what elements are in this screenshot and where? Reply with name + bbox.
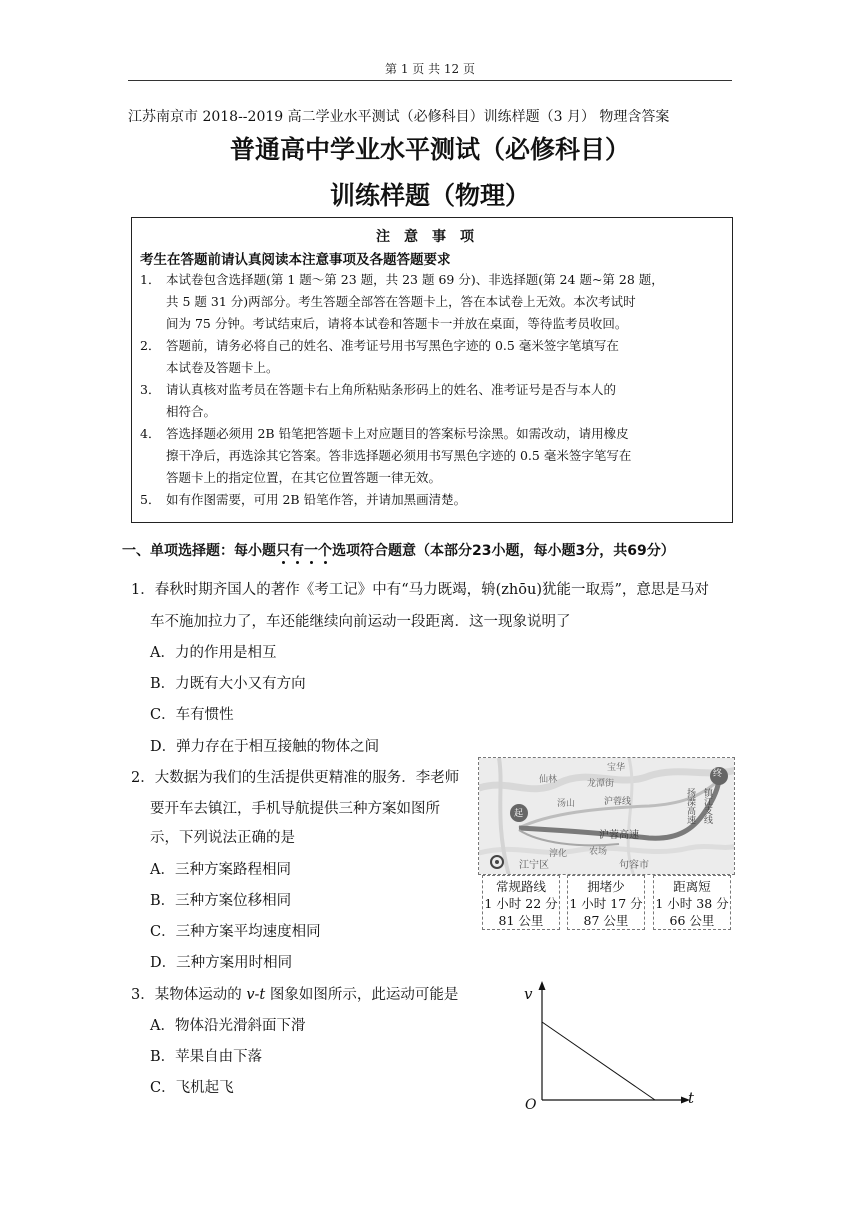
route-distance: 81 公里 (498, 913, 544, 928)
section-heading-start: 一、单项选择题：每小题 (122, 543, 276, 559)
question-2-line-2: 要开车去镇江，手机导航提供三种方案如图所 (150, 801, 440, 817)
question-1-option-b: B．力既有大小又有方向 (150, 676, 306, 692)
source-line: 江苏南京市 2018--2019 高二学业水平测试（必修科目）训练样题（3 月） 物理含答案 (128, 109, 670, 125)
v-axis-label: v (524, 985, 533, 1003)
notice-box (131, 217, 733, 523)
question-1-line-1: 1．春秋时期齐国人的著作《考工记》中有“马力既竭，辀(zhōu)犹能一取焉”，意思是马对 (131, 582, 709, 598)
route-time: 1 小时 22 分 (484, 896, 558, 911)
notice-line: 相符合。 (166, 404, 217, 419)
map-place-label: 宝华 (607, 763, 626, 773)
route-name: 距离短 (673, 879, 711, 894)
vt-graph (500, 975, 710, 1115)
question-1-option-d: D．弹力存在于相互接触的物体之间 (150, 739, 380, 755)
map-place-label: 仙林 (539, 775, 558, 785)
route-name: 拥堵少 (587, 879, 625, 894)
route-option-2 (567, 875, 645, 930)
question-2-option-a: A．三种方案路程相同 (150, 862, 291, 878)
notice-item-number: 4． (140, 426, 161, 441)
route-name: 常规路线 (495, 879, 546, 894)
page-indicator: 第 1 页 共 12 页 (385, 62, 475, 76)
notice-line: 如有作图需要，可用 2B 铅笔作答，并请加黑画清楚。 (166, 492, 467, 507)
map-road-label: 沪蓉线 (604, 797, 632, 807)
map-place-label: 龙潭街 (587, 779, 615, 789)
map-start-marker: 起 (514, 809, 524, 819)
route-distance: 66 公里 (669, 913, 715, 928)
question-3-text: 图象如图所示，此运动可能是 (265, 987, 459, 1003)
notice-line: 答题卡上的指定位置，在其它位置答题一律无效。 (166, 470, 442, 485)
emphasis-char: 只 (276, 543, 290, 559)
question-2-option-b: B．三种方案位移相同 (150, 893, 292, 909)
section-heading-end: 选项符合题意（本部分23小题，每小题3分，共69分） (332, 543, 675, 559)
notice-item-number: 3． (140, 382, 161, 397)
route-time: 1 小时 17 分 (569, 896, 643, 911)
notice-line: 擦干净后，再选涂其它答案。答非选择题必须用书写黑色字迹的 0.5 毫米签字笔写在 (166, 448, 632, 463)
question-1-option-c: C．车有惯性 (150, 707, 234, 723)
notice-line: 本试卷及答题卡上。 (166, 360, 279, 375)
notice-item-2 (140, 335, 724, 379)
v-axis-arrow (539, 981, 546, 990)
notice-line: 答选择题必须用 2B 铅笔把答题卡上对应题目的答案标号涂黑。如需改动，请用橡皮 (166, 426, 629, 441)
question-2-line-1: 2．大数据为我们的生活提供更精准的服务．李老师 (131, 770, 460, 786)
map-end-marker: 终 (713, 769, 723, 779)
notice-subtitle: 考生在答题前请认真阅读本注意事项及各题答题要求 (140, 252, 451, 268)
question-2-line-3: 示，下列说法正确的是 (150, 830, 295, 846)
notice-line: 共 5 题 31 分)两部分。考生答题全部答在答题卡上，答在本试卷上无效。本次考试时 (166, 294, 636, 309)
map-road-label: 沪蓉高速 (599, 830, 639, 841)
map-place-label: 农场 (589, 847, 608, 857)
map-road-label: 镇江支线 (702, 788, 712, 824)
notice-item-4 (140, 423, 724, 489)
notice-line: 请认真核对监考员在答题卡右上角所粘贴条形码上的姓名、准考证号是否与本人的 (166, 382, 617, 397)
question-3-line-1 (131, 983, 458, 1004)
map-place-label: 江宁区 (519, 860, 549, 871)
route-option-3 (653, 875, 731, 930)
notice-item-1 (140, 269, 724, 335)
route-distance: 87 公里 (583, 913, 629, 928)
map-road-label: 扬溧高速 (685, 788, 695, 824)
notice-item-number: 5． (140, 492, 161, 507)
question-1-line-2: 车不施加拉力了，车还能继续向前运动一段距离．这一现象说明了 (150, 614, 571, 630)
route-time: 1 小时 38 分 (655, 896, 729, 911)
route-option-1 (482, 875, 560, 930)
header-divider (128, 80, 732, 81)
velocity-line (542, 1022, 655, 1100)
question-1-option-a: A．力的作用是相互 (150, 645, 277, 661)
notice-item-number: 2． (140, 338, 161, 353)
notice-item-number: 1． (140, 272, 161, 287)
question-3-option-c: C．飞机起飞 (150, 1080, 234, 1096)
map-place-label: 句容市 (619, 860, 649, 871)
notice-title: 注意事项 (376, 229, 488, 245)
question-2-option-d: D．三种方案用时相同 (150, 955, 293, 971)
map-place-label: 淳化 (549, 849, 568, 859)
emphasis-char: 一 (304, 543, 318, 559)
origin-label: O (525, 1097, 537, 1113)
notice-line: 答题前，请务必将自己的姓名、准考证号用书写黑色字迹的 0.5 毫米签字笔填写在 (166, 338, 619, 353)
navigation-map (478, 757, 735, 875)
exam-title: 普通高中学业水平测试（必修科目） (229, 135, 630, 164)
emphasis-char: 个 (318, 543, 332, 559)
question-2-option-c: C．三种方案平均速度相同 (150, 924, 321, 940)
question-3-option-a: A．物体沿光滑斜面下滑 (150, 1018, 306, 1034)
notice-item-5 (140, 489, 724, 511)
map-place-label: 汤山 (557, 799, 576, 809)
question-3-text: 3．某物体运动的 (131, 987, 247, 1003)
section-heading (122, 540, 675, 560)
t-axis-label: t (688, 1089, 695, 1107)
notice-line: 本试卷包含选择题(第 1 题～第 23 题，共 23 题 69 分)、非选择题(第 24 题~第 28 题， (166, 272, 664, 287)
notice-line: 间为 75 分钟。考试结束后，请将本试卷和答题卡一并放在桌面，等待监考员收回。 (166, 316, 628, 331)
notice-item-3 (140, 379, 724, 423)
question-3-variable: v-t (246, 987, 266, 1003)
question-3-option-b: B．苹果自由下落 (150, 1049, 263, 1065)
emphasis-char: 有 (290, 543, 304, 559)
exam-subtitle: 训练样题（物理） (329, 181, 530, 210)
